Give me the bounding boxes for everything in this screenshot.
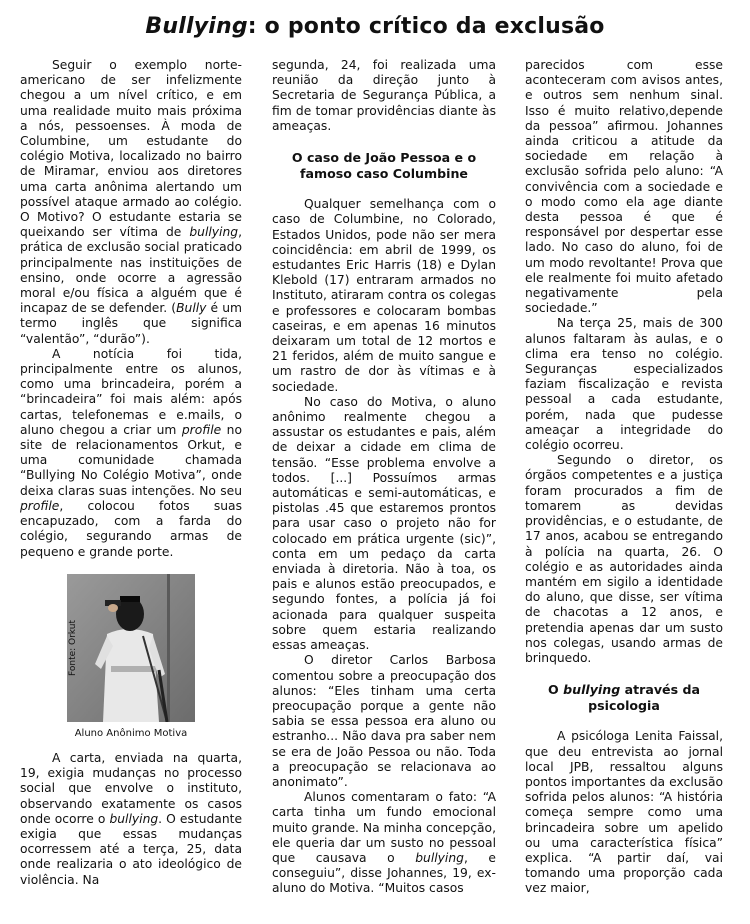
student-photo — [67, 574, 195, 722]
section-heading-columbine: O caso de João Pessoa e o famoso caso Columbine — [291, 150, 477, 181]
photo-block — [20, 574, 242, 741]
col1-paragraph-3: A carta, enviada na quarta, 19, exigia mudanças no processo social que envolve o instituto, observando exatamente os casos onde ocorre o bullying. O estudante exigia que essas mudanças ocorressem até a terça, 25, data onde realizaria o ato ideológico de violência. Na — [20, 750, 243, 887]
col2-paragraph-4: O diretor Carlos Barbosa comentou sobre a preocupação dos alunos: “Eles tinham uma certa preocupação porque a gente não sabia se essa pessoa era aluno ou estranho... Não dava pra saber nem se era de João Pessoa ou não. Toda a preocupação se relacionava ao anonimato”. — [272, 653, 496, 789]
headline-em: Bullying — [145, 14, 248, 39]
headline — [0, 14, 750, 39]
col2-paragraph-1: segunda, 24, foi realizada uma reunião da direção junto à Secretaria de Segurança Pública, a fim de tomar providências diante às ameaças. — [272, 58, 496, 133]
col2-paragraph-3: No caso do Motiva, o aluno anônimo realmente chegou a assustar os estudantes e pais, além de deixar a cidade em clima de tensão. “Esse problema envolve a todos. [...] Possuímos armas automáticas e semi-automáticas, e pistolas .45 que estaremos prontos para usar caso o projeto não for colocado em prática urgente (sic)”, conta em um pedaço da carta enviada à diretoria. Não à toa, os pais e alunos estão preocupados, e segundo fontes, a polícia já foi acionada para qualquer suspeita sobre quem estaria realizando essas ameaças. — [272, 394, 496, 653]
photo-credit: Fonte: Orkut — [68, 619, 78, 676]
col3-paragraph-4: A psicóloga Lenita Faissal, que deu entrevista ao jornal local JPB, ressaltou alguns pontos importantes da exclusão sofrida pelos alunos: “A história começa sempre como uma brincadeira sobre um apelido ou uma característica física” explica. “A partir daí, vai tomando uma proporção cada vez maior, — [525, 729, 723, 896]
col3-paragraph-2: Na terça 25, mais de 300 alunos faltaram às aulas, e o clima era tenso no colégio. Seguranças especializados faziam fiscalização e revista pessoal a cada estudante, porém, nada que pudesse ameaçar a integridade do colégio ocorreu. — [525, 316, 723, 453]
col1-paragraph-1: Seguir o exemplo norte-americano de ser infelizmente chegou a um nível crítico, e em uma realidade muito mais próxima a nós, pessoenses. À moda de Columbine, um estudante do colégio Motiva, localizado no bairro de Miramar, enviou aos diretores uma carta anônima alertando um possível ataque armado ao colégio. O Motivo? O estudante estaria se queixando ser vítima de bullying, prática de exclusão social praticado principalmente nas instituições de ensino, onde ocorre a agressão moral e/ou física a alguém que é incapaz de se defender. (Bully é um termo inglês que significa “valentão”, “durão”). — [20, 58, 242, 346]
column-3 — [525, 58, 723, 897]
column-2 — [272, 58, 496, 897]
column-1 — [20, 58, 242, 888]
col2-paragraph-5: Alunos comentaram o fato: “A carta tinha um fundo emocional muito grande. Na minha concepção, ele queria dar um susto no pessoal que causava o bullying, e conseguiu”, disse Johannes, 19, ex-aluno do Motiva. “Muitos casos — [272, 790, 496, 896]
section-heading-psicologia: O bullying através da psicologia — [548, 682, 700, 713]
col1-paragraph-2: A notícia foi tida, principalmente entre os alunos, como uma brincadeira, porém a “brincadeira” foi mais além: após cartas, telefonemas e e.mails, o aluno chegou a criar um profile no site de relacionamentos Orkut, e uma comunidade chamada “Bullying No Colégio Motiva”, onde deixa claras suas intenções. No seu profile, colocou fotos suas encapuzado, com a farda do colégio, segurando armas de pequeno e grande porte. — [20, 346, 242, 559]
col3-paragraph-1: parecidos com esse aconteceram com avisos antes, e outros sem nenhum sinal. Isso é muito relativo,depende da pessoa” afirmou. Johannes ainda criticou a atitude da sociedade em relação à exclusão sofrida pelo aluno: “A convivência com a sociedade e o modo como ela age diante desta pessoa é que é responsável por despertar esse lado. No caso do aluno, foi de um modo revoltante! Prova que ele realmente foi muito afetado negativamente pela sociedade.” — [525, 58, 723, 316]
photo-caption: Aluno Anônimo Motiva — [74, 727, 188, 739]
headline-rest: : o ponto crítico da exclusão — [247, 14, 605, 39]
col2-paragraph-2: Qualquer semelhança com o caso de Columbine, no Colorado, Estados Unidos, pode não ser mera coincidência: em abril de 1999, os estudantes Eric Harris (18) e Dylan Klebold (17) entraram armados no Instituto, atiraram contra os colegas e professores e colocaram bombas caseiras, e em apenas 16 minutos deixaram um total de 12 mortos e 21 feridos, além de muito sangue e um rastro de dor às vítimas e à sociedade. — [272, 197, 496, 394]
col3-paragraph-3: Segundo o diretor, os órgãos competentes e a justiça foram procurados a fim de tomarem as devidas providências, e o estudante, de 17 anos, acabou se entregando à polícia na quarta, 26. O colégio e as autoridades ainda mantém em sigilo a identidade do aluno, que disse, ser vítima de chacotas a 12 anos, e pretendia apenas dar um susto nos colegas, usando armas de brinquedo. — [525, 453, 723, 665]
